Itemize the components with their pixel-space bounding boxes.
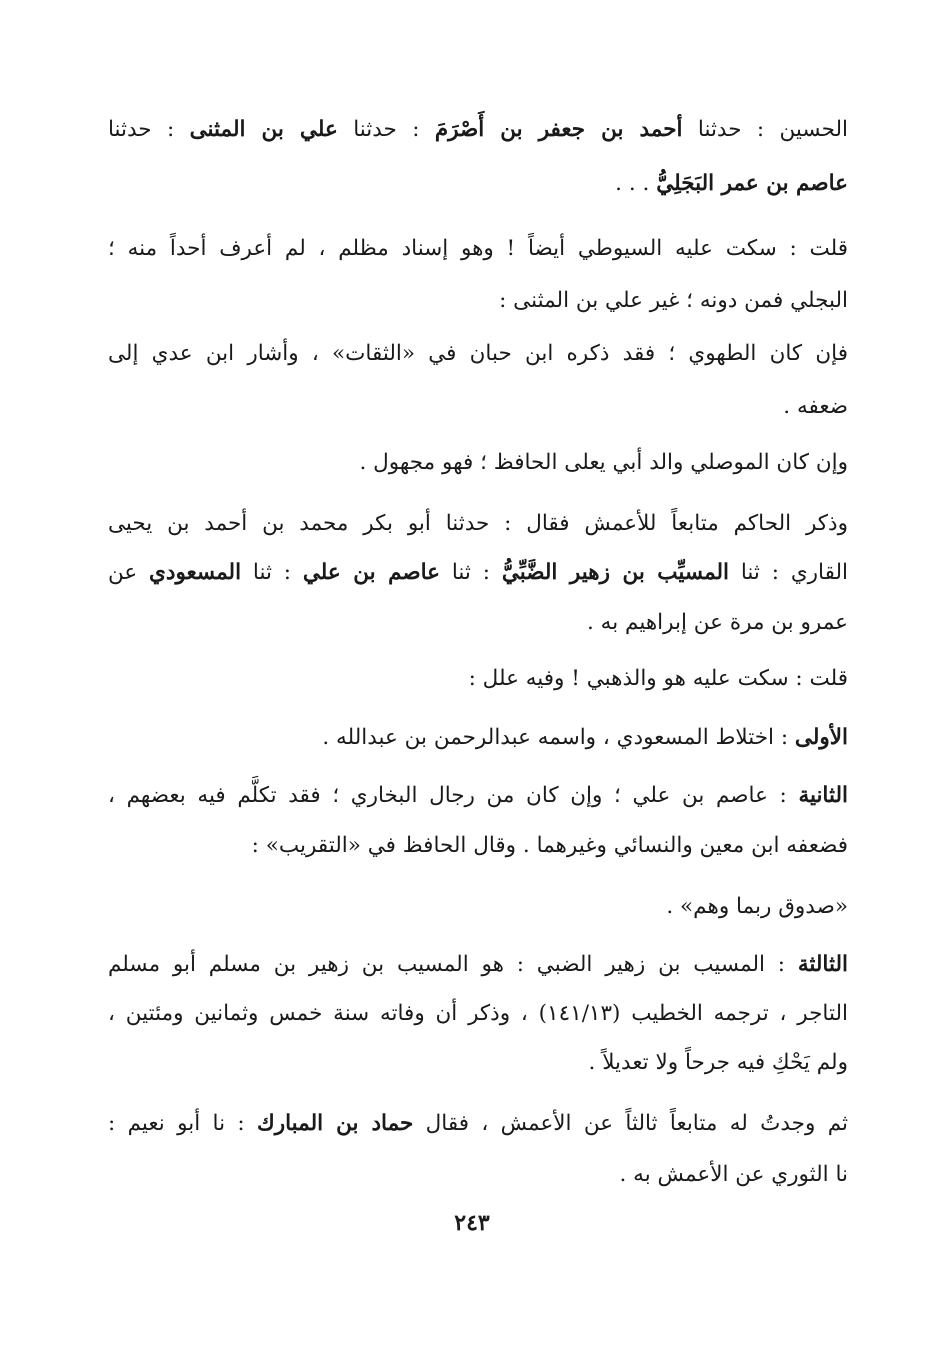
text-segment: وإن كان الموصلي والد أبي يعلى الحافظ ؛ فهو مجهول . [359,450,848,475]
text-segment: . . . [615,171,657,196]
text-segment: : اختلاط المسعودي ، واسمه عبدالرحمن بن عبدالله . [322,725,795,750]
bold-name: المسعودي [149,560,242,585]
text-segment: ثم وجدتُ له متابعاً ثالثاً عن الأعمش ، فقال [413,1111,848,1136]
text-segment: : عاصم بن علي ؛ وإن كان من رجال البخاري ؛ فقد تكلَّم فيه بعضهم ، [108,783,799,808]
text-segment: : المسيب بن زهير الضبي : هو المسيب بن زهير بن مسلم أبو مسلم [108,952,798,977]
text-line [108,229,848,269]
text-line [108,504,848,544]
text-segment: «صدوق ربما وهم» . [666,894,848,919]
bold-name: عاصم بن علي [302,560,441,585]
bold-name: حماد بن المبارك [257,1111,414,1136]
text-line [108,776,848,816]
bold-name: أحمد بن جعفر بن أَصْرَمَ [434,117,683,142]
bold-name: الثالثة [797,952,848,977]
text-line [108,1104,848,1144]
text-line [587,603,848,643]
text-segment: ولم يَحْكِ فيه جرحاً ولا تعديلاً . [588,1050,848,1075]
text-line [589,1043,848,1083]
text-line [322,718,848,758]
text-line [108,110,848,150]
text-segment: عن [108,560,150,585]
text-line [108,334,848,374]
bold-name: علي بن المثنى [189,117,338,142]
bold-name: الأولى [794,725,848,750]
text-line [108,945,848,985]
page-number: ٢٤٣ [454,1210,490,1236]
text-segment: ضعفه . [783,394,848,419]
text-segment: : ثنا [440,560,502,585]
text-segment: قلت : سكت عليه هو والذهبي ! وفيه علل : [468,666,848,691]
text-segment: البجلي فمن دونه ؛ غير علي بن المثنى : [499,288,848,313]
text-line [499,281,848,321]
text-segment: التاجر ، ترجمه الخطيب (١٤١/١٣) ، وذكر أن وفاته سنة خمس وثمانين ومئتين ، [108,1001,848,1026]
text-segment: عمرو بن مرة عن إبراهيم به . [587,610,848,635]
text-segment: وذكر الحاكم متابعاً للأعمش فقال : حدثنا أبو بكر محمد بن أحمد بن يحيى [108,511,848,536]
text-line [666,887,848,927]
text-segment: فإن كان الطهوي ؛ فقد ذكره ابن حبان في «الثقات» ، وأشار ابن عدي إلى [108,341,848,366]
bold-name: المسيِّب بن زهير الضَّبِّيُّ [501,560,730,585]
text-segment: : حدثنا [108,117,190,142]
text-line [469,659,848,699]
bold-name: عاصم بن عمر البَجَلِيُّ [656,171,848,196]
text-line [108,994,848,1034]
text-segment: : ثنا [241,560,303,585]
text-line [615,164,848,204]
text-line [252,826,848,866]
text-line [108,553,848,593]
text-segment: قلت : سكت عليه السيوطي أيضاً ! وهو إسناد مظلم ، لم أعرف أحداً منه ؛ [108,236,848,261]
text-segment: القاري : ثنا [729,560,848,585]
text-line [359,443,848,483]
text-segment: الحسين : حدثنا [682,117,848,142]
text-segment: فضعفه ابن معين والنسائي وغيرهما . وقال الحافظ في «التقريب» : [251,833,848,858]
text-segment: : حدثنا [337,117,435,142]
bold-name: الثانية [798,783,848,808]
text-segment: : نا أبو نعيم : [108,1111,257,1136]
text-segment: نا الثوري عن الأعمش به . [619,1162,848,1187]
text-line [620,1155,848,1195]
text-line [783,387,848,427]
